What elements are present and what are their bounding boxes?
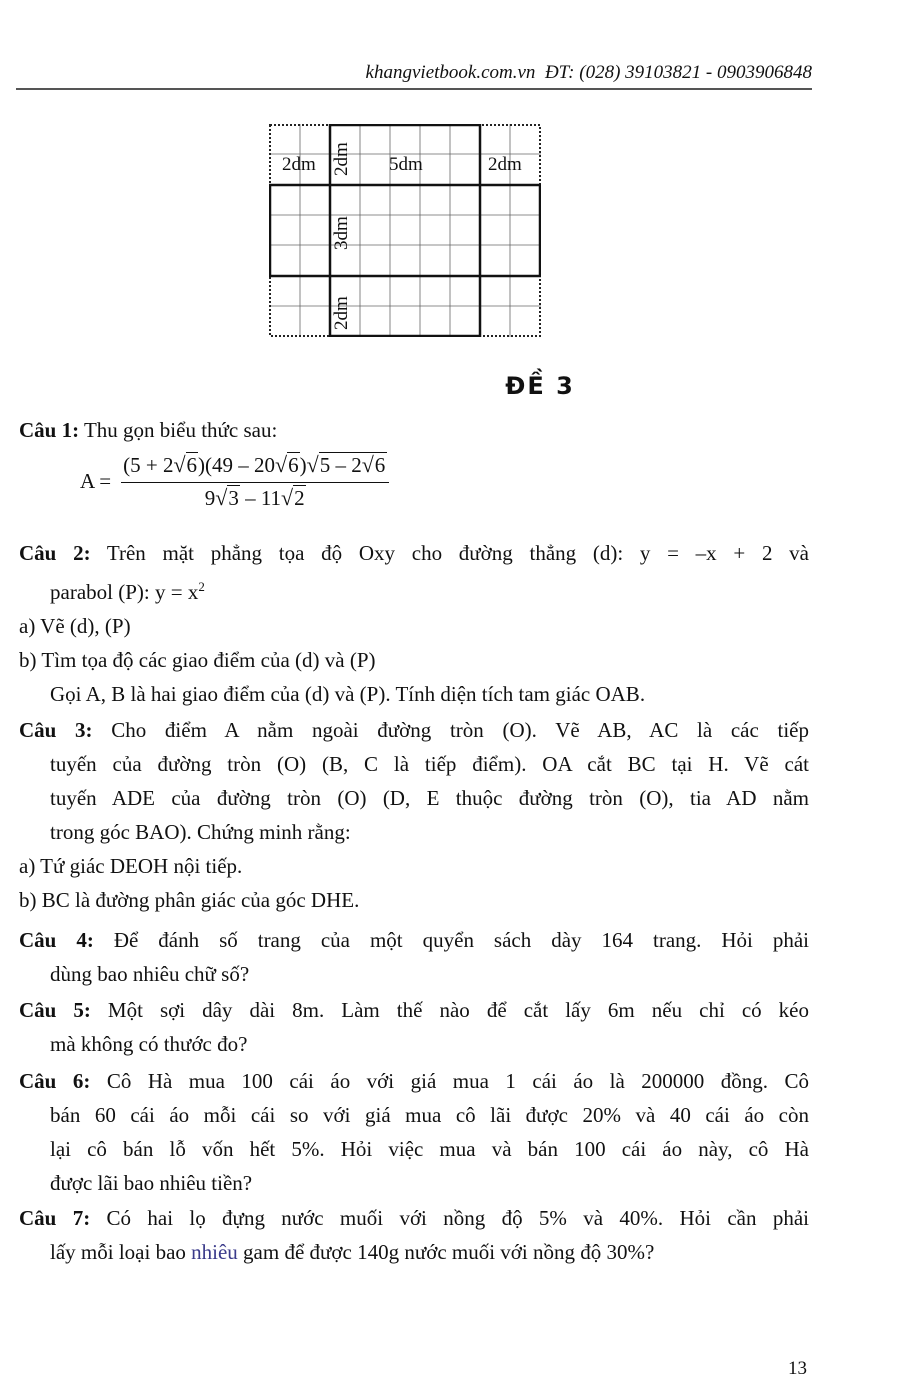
superscript: 2 — [198, 579, 205, 594]
question-text: tuyến của đường tròn (O) (B, C là tiếp điểm). OA cắt BC tại H. Vẽ cát — [50, 752, 809, 776]
question-7 — [19, 1201, 809, 1269]
formula-denominator: 9√3 – 11√2 — [204, 485, 305, 510]
question-6 — [19, 1064, 809, 1200]
question-text: tuyến ADE của đường tròn (O) (D, E thuộc đường tròn (O), tia AD nằm — [50, 786, 809, 810]
question-label: Câu 6: — [19, 1069, 91, 1093]
question-label: Câu 4: — [19, 928, 94, 952]
question-label: Câu 5: — [19, 998, 91, 1022]
question-text: Có hai lọ đựng nước muối với nồng độ 5% và 40%. Hỏi cần phải — [106, 1206, 809, 1230]
question-label: Câu 1: — [19, 418, 80, 442]
question-text: Trên mặt phẳng tọa độ Oxy cho đường thẳng (d): y = –x + 2 và — [106, 541, 809, 565]
question-text: Cho điểm A nằm ngoài đường tròn (O). Vẽ AB, AC là các tiếp — [111, 718, 809, 742]
question-text: Cô Hà mua 100 cái áo với giá mua 1 cái áo là 200000 đồng. Cô — [106, 1069, 810, 1093]
question-text: trong góc BAO). Chứng minh rằng: — [50, 820, 351, 844]
question-label: Câu 2: — [19, 541, 91, 565]
question-2 — [19, 536, 809, 711]
header-phone: ĐT: (028) 39103821 - 0903906848 — [544, 62, 812, 83]
question-text: parabol (P): y = x — [50, 580, 199, 604]
label-middle-height: 3dm — [331, 216, 352, 250]
question-3 — [19, 713, 809, 917]
page-header — [16, 62, 812, 84]
label-center-width: 5dm — [389, 154, 423, 175]
formula-A — [80, 452, 389, 511]
question-text: được lãi bao nhiêu tiền? — [50, 1171, 253, 1195]
part-b: b) Tìm tọa độ các giao điểm của (d) và (P) — [19, 648, 376, 672]
part-a: a) Vẽ (d), (P) — [19, 614, 131, 638]
question-label: Câu 7: — [19, 1206, 91, 1230]
part-b: b) BC là đường phân giác của góc DHE. — [19, 888, 360, 912]
label-right-width: 2dm — [488, 154, 522, 175]
formula-numerator: (5 + 2√6)(49 – 20√6)√5 – 2√6 — [121, 452, 389, 483]
formula-lhs: A = — [80, 469, 112, 493]
formula-fraction — [121, 452, 389, 511]
page-number: 13 — [788, 1358, 807, 1379]
question-text: Để đánh số trang của một quyển sách dày 164 trang. Hỏi phải — [113, 928, 810, 952]
question-text: mà không có thước đo? — [50, 1032, 248, 1056]
highlighted-word: nhiêu — [191, 1240, 238, 1264]
question-text: dùng bao nhiêu chữ số? — [50, 962, 250, 986]
question-text-last: lấy mỗi loại bao nhiêu gam để được 140g nước muối với nồng độ 30%? — [50, 1240, 655, 1264]
header-site: khangvietbook.com.vn — [365, 62, 536, 83]
part-b-cont: Gọi A, B là hai giao điểm của (d) và (P). Tính diện tích tam giác OAB. — [50, 682, 646, 706]
question-text: bán 60 cái áo mỗi cái so với giá mua cô lãi được 20% và 40 cái áo còn — [50, 1103, 809, 1127]
question-text: lại cô bán lỗ vốn hết 5%. Hỏi việc mua và bán 100 cái áo này, cô Hà — [50, 1137, 809, 1161]
label-bottom-height: 2dm — [331, 296, 352, 330]
question-text: Thu gọn biểu thức sau: — [83, 418, 278, 442]
part-a: a) Tứ giác DEOH nội tiếp. — [19, 854, 243, 878]
question-5 — [19, 993, 809, 1061]
question-4 — [19, 923, 809, 991]
question-1 — [19, 413, 809, 447]
exam-title: ĐỀ 3 — [505, 372, 575, 400]
header-rule — [16, 88, 812, 90]
question-label: Câu 3: — [19, 718, 93, 742]
label-left-width: 2dm — [282, 154, 316, 175]
grid-figure — [269, 124, 541, 337]
question-text: Một sợi dây dài 8m. Làm thế nào để cắt lấy 6m nếu chỉ có kéo — [107, 998, 810, 1022]
label-top-height: 2dm — [331, 142, 352, 176]
